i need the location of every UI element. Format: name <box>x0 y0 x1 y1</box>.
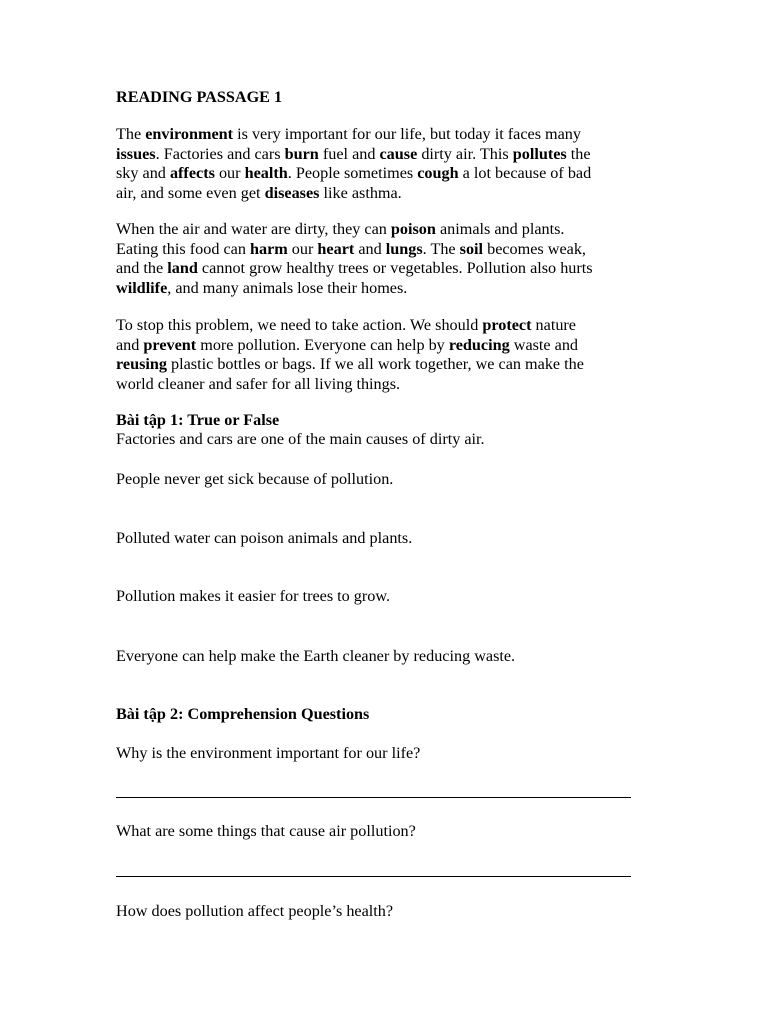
comprehension-question: How does pollution affect people’s health? <box>116 902 394 920</box>
passage-line: The environment is very important for our life, but today it faces many <box>116 125 581 143</box>
vocab-term: lungs <box>385 239 423 258</box>
vocab-term: harm <box>249 239 288 258</box>
vocab-term: issues <box>116 144 156 163</box>
vocab-term: health <box>244 164 288 183</box>
passage-line: and the land cannot grow healthy trees or vegetables. Pollution also hurts <box>116 259 593 278</box>
passage-paragraph-1 <box>116 125 656 203</box>
passage-line: reusing plastic bottles or bags. If we all work together, we can make the <box>116 355 584 374</box>
vocab-term: land <box>167 259 198 278</box>
true-false-statement: Polluted water can poison animals and plants. <box>116 529 413 547</box>
vocab-term: burn <box>284 144 319 163</box>
true-false-statement: Pollution makes it easier for trees to grow. <box>116 587 391 605</box>
vocab-term: prevent <box>143 335 197 354</box>
page-title: READING PASSAGE 1 <box>116 88 283 106</box>
exercise-1-heading: Bài tập 1: True or False <box>116 411 280 429</box>
passage-line: sky and affects our health. People sometimes cough a lot because of bad <box>116 164 592 183</box>
answer-line[interactable] <box>116 876 631 877</box>
passage-line: wildlife, and many animals lose their homes. <box>116 278 408 297</box>
vocab-term: protect <box>482 316 532 334</box>
vocab-term: poison <box>390 220 436 238</box>
passage-paragraph-2 <box>116 220 656 298</box>
vocab-term: cause <box>379 144 418 163</box>
vocab-term: reducing <box>448 335 510 354</box>
passage-line: To stop this problem, we need to take action. We should protect nature <box>116 316 576 334</box>
vocab-term: wildlife <box>116 278 168 297</box>
true-false-statement: Factories and cars are one of the main causes of dirty air. <box>116 430 485 448</box>
passage-line: When the air and water are dirty, they can poison animals and plants. <box>116 220 565 238</box>
true-false-statement: Everyone can help make the Earth cleaner by reducing waste. <box>116 647 516 665</box>
vocab-term: soil <box>459 239 484 258</box>
exercise-2-heading: Bài tập 2: Comprehension Questions <box>116 705 370 723</box>
vocab-term: affects <box>169 164 215 183</box>
passage-line: world cleaner and safer for all living things. <box>116 374 401 393</box>
passage-line: Eating this food can harm our heart and lungs. The soil becomes weak, <box>116 239 586 258</box>
comprehension-question: Why is the environment important for our life? <box>116 744 421 762</box>
vocab-term: environment <box>145 125 234 143</box>
passage-line: and prevent more pollution. Everyone can help by reducing waste and <box>116 335 579 354</box>
vocab-term: pollutes <box>512 144 567 163</box>
comprehension-question: What are some things that cause air pollution? <box>116 822 416 840</box>
passage-paragraph-3 <box>116 316 656 394</box>
vocab-term: diseases <box>264 183 320 202</box>
passage-line: air, and some even get diseases like asthma. <box>116 183 402 202</box>
answer-line[interactable] <box>116 797 631 798</box>
vocab-term: cough <box>417 164 459 183</box>
passage-line: issues. Factories and cars burn fuel and cause dirty air. This pollutes the <box>116 144 591 163</box>
vocab-term: heart <box>317 239 355 258</box>
true-false-statement: People never get sick because of pollution. <box>116 470 394 488</box>
vocab-term: reusing <box>116 355 167 374</box>
